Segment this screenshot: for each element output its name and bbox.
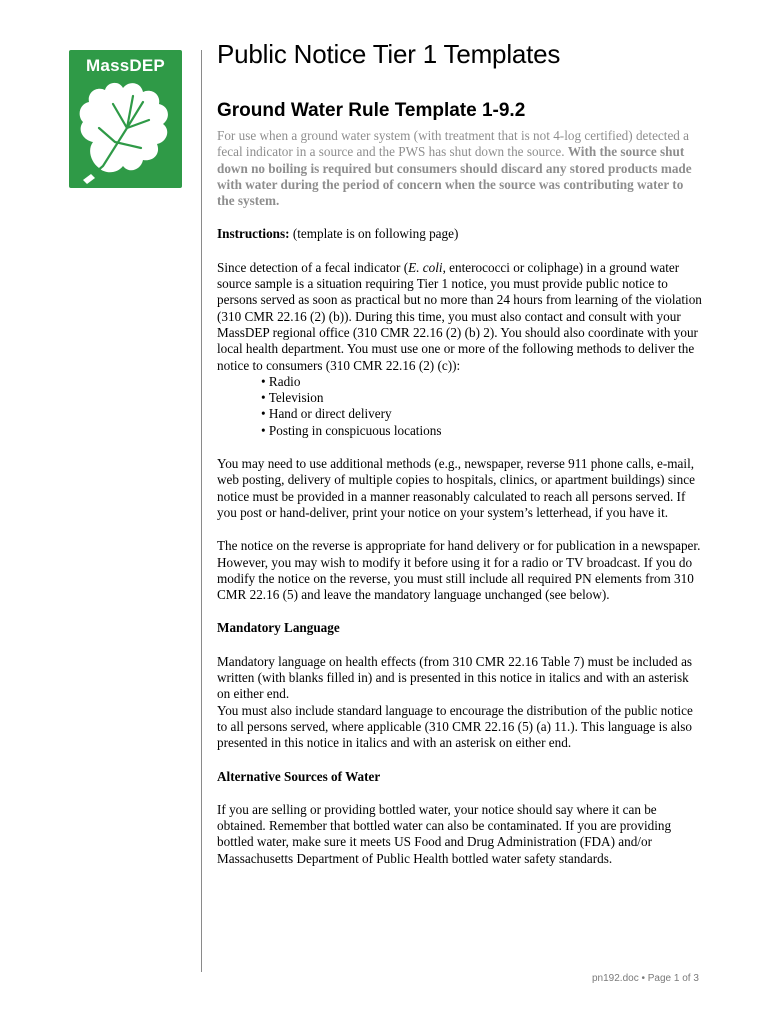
alternative-heading <box>217 769 703 785</box>
list-item: • Hand or direct delivery <box>261 406 703 422</box>
template-description <box>217 128 703 209</box>
document-body <box>217 38 703 867</box>
page-footer: pn192.doc • Page 1 of 3 <box>592 973 699 984</box>
description-bold: With the source shut down no boiling is required but consumers should discard any stored products made with water during the period of concern when the source was contributing water to the system. <box>217 144 692 209</box>
mandatory-text-2: You must also include standard language to encourage the distribution of the public notice to all persons served, where applicable (310 CMR 22.16 (5) (a) 11.). This language is also presented in this notice in italics and with an asterisk on either end. <box>217 702 693 751</box>
template-subtitle: Ground Water Rule Template 1-9.2 <box>217 100 526 121</box>
mandatory-heading-text: Mandatory Language <box>217 620 340 636</box>
alternative-text: If you are selling or providing bottled water, your notice should say where it can be obtained. Remember that bottled water can also be contaminated. If you are providing bottled water, make sure it meets US Food and Drug Administration (FDA) and/or Massachusetts Department of Public Health bottled water safety standards. <box>217 801 672 866</box>
reverse-notice-paragraph: The notice on the reverse is appropriate for hand delivery or for publication in a newspaper. However, you may wish to modify it before using it for a radio or TV broadcast. If you do modify the notice on the reverse, you must still include all required PN elements from 310 CMR 22.16 (5) and leave the mandatory language unchanged (see below). <box>217 538 701 603</box>
list-item: • Posting in conspicuous locations <box>261 423 703 439</box>
mandatory-heading <box>217 620 703 636</box>
list-item: • Radio <box>261 374 703 390</box>
additional-methods-paragraph: You may need to use additional methods (e.g., newspaper, reverse 911 phone calls, e-mail, web posting, delivery of multiple copies to hospitals, clinics, or apartment buildings) since notice must be provided in a manner reasonably calculated to reach all persons served. If you post or hand-deliver, print your notice on your system’s letterhead, if you have it. <box>217 456 695 520</box>
instructions-text: (template is on following page) <box>292 226 459 242</box>
vertical-divider <box>201 50 202 972</box>
massdep-logo <box>69 50 182 188</box>
para1-after: , enterococci or coliphage) in a ground water source sample is a situation requiring Tier 1 notice, you must provide public notice to persons served as soon as practical but no more than 24 hours from learning of the violation (310 CMR 22.16 (2) (b)). During this time, you must also contact and consult with your MassDEP regional office (310 CMR 22.16 (2) (b) 2). You should also coordinate with your local health department. You must use one or more of the following methods to deliver the notice to consumers (310 CMR 22.16 (2) (c)): <box>217 259 702 373</box>
delivery-methods-list <box>217 374 703 439</box>
instructions <box>217 226 703 242</box>
mandatory-text-1: Mandatory language on health effects (from 310 CMR 22.16 Table 7) must be included as written (with blanks filled in) and is presented in this notice in italics and with an asterisk on either end. <box>217 653 693 702</box>
alternative-heading-text: Alternative Sources of Water <box>217 768 381 784</box>
description-normal: For use when a ground water system (with treatment that is not 4-log certified) detected a fecal indicator in a source and the PWS has shut down the source. <box>217 128 690 160</box>
instructions-label: Instructions: <box>217 226 290 242</box>
list-item: • Television <box>261 390 703 406</box>
detection-paragraph <box>217 260 703 374</box>
para1-before: Since detection of a fecal indicator ( <box>217 259 409 275</box>
page-title: Public Notice Tier 1 Templates <box>217 39 561 69</box>
logo-text: MassDEP <box>86 56 165 75</box>
oak-leaf-icon <box>69 50 182 188</box>
para1-italic: E. coli <box>408 259 443 275</box>
